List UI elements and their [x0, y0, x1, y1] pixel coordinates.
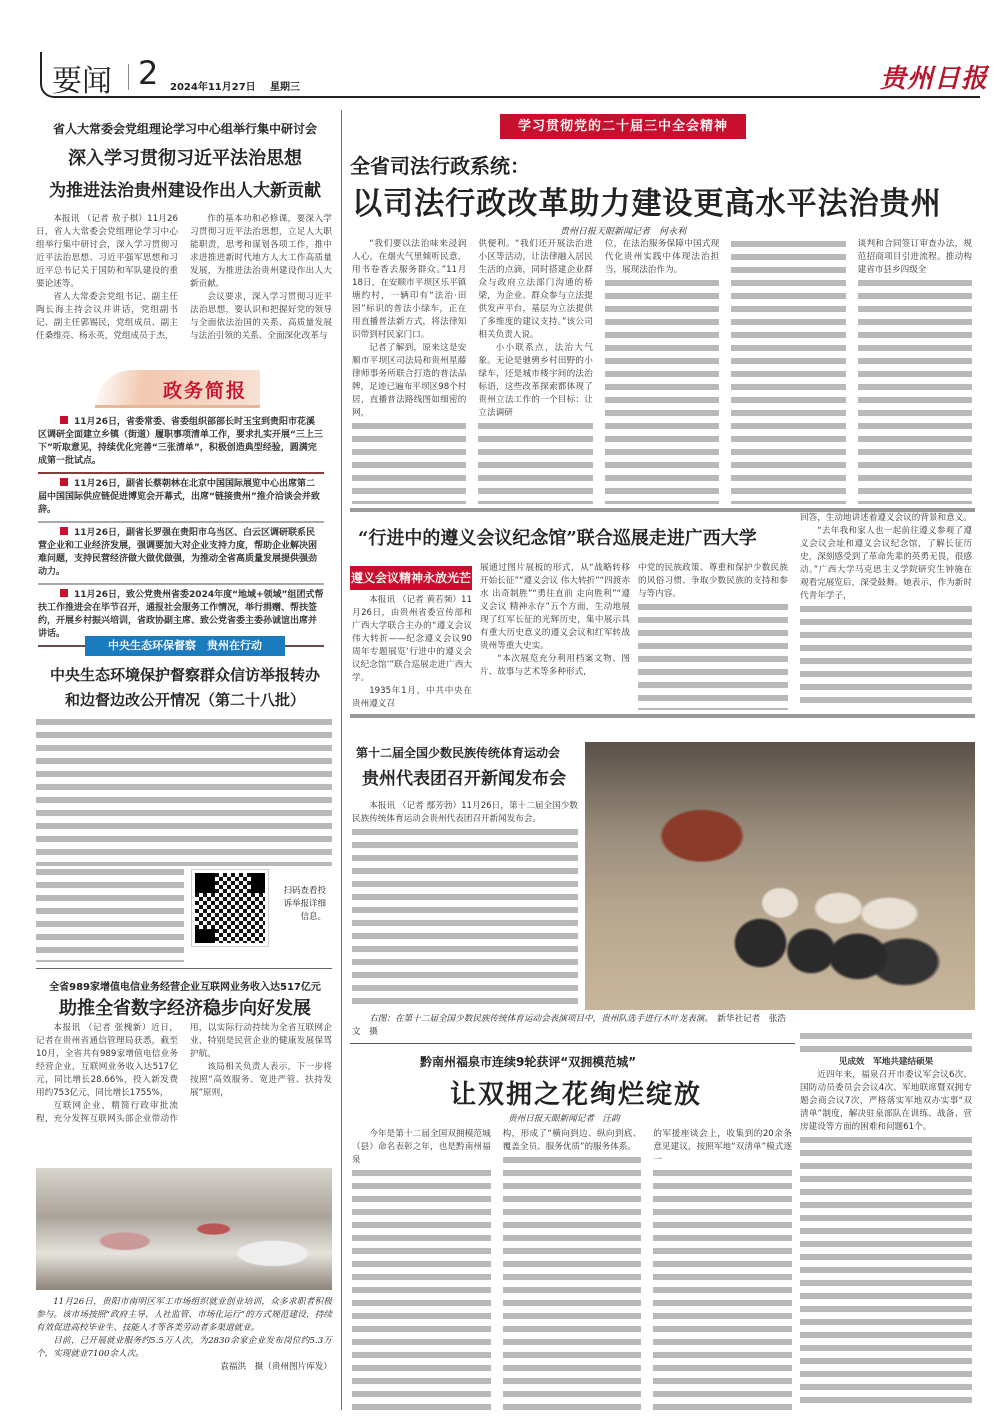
paragraph: 的军援座谈会上，收集到的20余条意见建议，按照军地“双清单”模式逐一: [653, 1129, 793, 1165]
paragraph: 本报讯 （记者 鄢芳勃）11月26日，第十二届全国少数民族传统体育运动会贵州代表团召开新闻发布会。: [352, 801, 578, 824]
article1-kicker: 省人大常委会党组理论学习中心组举行集中研讨会: [52, 122, 317, 136]
job-fair-photo: [36, 1168, 332, 1290]
body-text-lines: [503, 1154, 642, 1410]
brief-item: 11月26日，副省长罗强在贵阳市乌当区、白云区调研联系民营企业和工业经济发展，强调要加大对企业支持力度，帮助企业解决困难问题，支持民营经济做大做优做强，为推动全省高质量发展提供强劲动力。: [38, 523, 324, 585]
digital-body: [36, 1022, 332, 1160]
body-column: [478, 238, 592, 504]
article4-headline: 贵州代表团召开新闻发布会: [362, 769, 566, 789]
paragraph: 小小联系点，法治大气象。无论是驰骋乡村田野的小绿车，还是城市楼宇间的法治标语，这些改革探索都体现了贵州立法工作的一个目标：让立法调研: [478, 343, 593, 418]
article5-side-column: [800, 1030, 972, 1410]
article5-subhead: 见成效 军地共建结硕果: [838, 1057, 934, 1067]
article2-byline: 贵州日报天眼新闻记者 何永利: [560, 227, 687, 237]
article4-body: [352, 800, 578, 1006]
paragraph: 记者了解到，原来这是安顺市平坝区司法局和贵州星藤律师事务所联合打造的普法品牌，足迹已遍布平坝区98个村居，直播普法路线图如细密的网，: [352, 343, 467, 418]
photo-caption: [36, 1296, 332, 1374]
paragraph: 作的基本功和必修课，要深入学习贯彻习近平法治思想，立足人大职能职责，思考和谋划各项工作，推中求进推进新时代地方人大工作高质量发展，为推进法治贵州建设作出人大新贡献。: [190, 214, 332, 289]
paragraph: “本次展览充分利用档案文物、图片、故事与艺术等多种形式，: [480, 654, 630, 677]
theme-banner: 学习贯彻党的二十届三中全会精神: [500, 114, 746, 139]
paragraph: 谈判和合同签订审查办法，规范招商项目引进流程。推动构建省市县乡四级全: [857, 239, 973, 275]
article5-kicker: 黔南州福泉市连续9轮获评“双拥模范城”: [420, 1055, 637, 1069]
body-text-lines: [800, 1030, 972, 1056]
bullet-square-icon: [60, 478, 68, 486]
brief-item: 11月26日，副省长蔡朝林在北京中国国际展览中心出席第二届中国国际供应链促进博览会开幕式，出席“链接贵州”推介洽谈会并致辞。: [38, 474, 324, 523]
body-column: [858, 238, 972, 504]
issue-date: 2024年11月27日: [170, 82, 256, 93]
newspaper-logo: 贵州日报: [880, 64, 989, 94]
eco-banner: 中央生态环保督察 贵州在行动: [85, 636, 285, 656]
article1-headline-2: 为推进法治贵州建设作出人大新贡献: [49, 181, 321, 201]
paragraph: “我们要以法治味来浸润人心，在烟火气里倾听民意，用书卷香去服务群众。”11月18日，在安顺市平坝区乐平镇塘约村，一辆印有“法治·田园”标识的普法小绿车，正在用直播普法新方式，将法律知识带到村民家门口。: [352, 239, 467, 340]
brief-item: 11月26日，致公党贵州省委2024年度“地域+领域”组团式帮扶工作推进会在毕节召开，通报社会服务工作情况，举行捐赠、帮扶签约，开展乡村振兴培训，省政协副主席、致公党省委主委孙诚谊出席并讲话。: [38, 585, 324, 647]
article3-body-col3: [638, 562, 788, 710]
paragraph: 省人大常委会党组书记、副主任陶长海主持会议并讲话，党组副书记、副主任郭锡民，党组成员、副主任桑维亮、杨永英，党组成员于杰，: [36, 292, 178, 341]
photo-credit: 袁福洪 摄（贵州图片库发）: [220, 1362, 332, 1372]
paragraph: 供便利。“我们还开展法治进小区等活动，让法律融入居民生活的点滴，同时搭建企业群众与政府立法部门沟通的桥梁，为企业、群众参与立法提供发声平台，基层为立法提供了多维度的建议支持。”该公司相关负责人说。: [478, 239, 593, 340]
body-text-lines: [731, 238, 845, 504]
article3-headline: “行进中的遵义会议纪念馆”联合巡展走进广西大学: [358, 528, 757, 549]
paragraph: 互联网企业，精简行政审批流程，充分发挥互联网头部企业带动作用，以实际行动持续为全省互联网企业，特别是民营企业的健康发展保驾护航。: [36, 1023, 332, 1124]
divider: [350, 1043, 795, 1044]
article5-byline: 贵州日报天眼新闻记者 汪韵: [508, 1114, 620, 1124]
eco-headline-2: 和边督边改公开情况（第二十八批）: [64, 691, 305, 709]
article3-body-col4: [800, 512, 972, 710]
divider: [36, 968, 332, 969]
briefs-list: [38, 412, 324, 647]
body-column: [503, 1128, 642, 1410]
body-text-lines: [605, 277, 719, 504]
dragon-dance-photo: [585, 742, 975, 1010]
article1-body: [36, 213, 332, 363]
paragraph: 近四年来，福泉召开市委议军会议6次、国防动员委员会会议4次、军地联席暨双拥专题会商会议7次，严格落实军地双办实事“双清单”制度，解决驻泉部队在训练、战备、营房建设等方面的困难和问题61个。: [800, 1070, 972, 1132]
photo-caption: [352, 1013, 792, 1039]
body-text-lines: [352, 826, 578, 1006]
body-column: [605, 238, 719, 504]
paragraph: 构，形成了“横向到边、纵向到底、覆盖全员、服务优质”的服务体系。: [502, 1129, 642, 1152]
photo-caption-text: 右图：在第十二届全国少数民族传统体育运动会表演项目中，贵州队选手进行木叶龙表演。: [369, 1014, 709, 1024]
article2-headline: 以司法行政改革助力建设更高水平法治贵州: [352, 186, 942, 222]
article2-body: [352, 238, 972, 504]
paragraph: 本报讯 （记者 张槐新）近日，记者在贵州省通信管理局获悉，截至10月，全省共有989家增值电信业务经营企业，互联网业务收入达517亿元，同比增长28.66%，投入新发费用约753亿元，同比增长1755%，: [36, 1023, 178, 1098]
paragraph: “去年我和家人也一起前往遵义参观了遵义会议会址和遵义会议纪念馆，了解长征历史，深刻感受到了革命先辈的英勇无畏，很感动。”广西大学马克思主义学院研究生钟施在观看完展览后，深受鼓舞。她表示，作为新时代青年学子，: [800, 526, 972, 601]
paragraph: 目前，已开展就业服务约5.5万人次，为2830余家企业发布岗位约5.3万个，实现就业7100余人次。: [36, 1336, 332, 1359]
brief-item: 11月26日，省委常委、省委组织部部长时玉宝到贵阳市花溪区调研全面建立乡镇（街道）履职事项清单工作，要求扎实开展“三上三下”听取意见，持续优化完善“三张清单”，积极创造典型经验，圆满完成第一批试点。: [38, 412, 324, 474]
divider: [128, 64, 129, 90]
body-text-lines: [653, 1167, 792, 1410]
paragraph: 本报讯 （记者 黄若频）11月26日，由贵州省委宣传部和广西大学联合主办的“遵义会议 伟大转折——纪念遵义会议90周年专题展览‘行进中的遵义会议纪念馆’”联合巡展走进广西大学。: [352, 595, 472, 683]
qr-caption: 扫码查看投诉举报详细信息。: [283, 886, 326, 922]
paragraph: [352, 1013, 792, 1039]
eco-body-lower: [36, 866, 184, 962]
digital-headline: 助推全省数字经济稳步向好发展: [59, 998, 311, 1019]
article5-headline: 让双拥之花绚烂绽放: [450, 1080, 703, 1110]
bullet-square-icon: [60, 416, 68, 424]
body-column: [653, 1128, 792, 1410]
masthead: [40, 52, 989, 99]
paragraph: 中党的民族政策、尊重和保护少数民族的风俗习惯、争取少数民族的支持和参与等内容。: [638, 563, 788, 599]
body-text-lines: [36, 716, 332, 866]
eco-body: [36, 716, 332, 866]
paragraph: 1935年1月，中共中央在贵州遵义召: [352, 686, 472, 709]
paragraph: 位，在法治服务保障中国式现代化贵州实践中体现法治担当，展现法治作为。: [604, 239, 720, 275]
weekday: 星期三: [270, 82, 300, 93]
paragraph: 11月26日，贵阳市南明区军工市场组织就业创业培训，众多求职者积极参与。该市场按照“政府主导、人社监管、市场化运行”的方式规范建设，持续有效促进高校毕业生、技能人才等各类劳动者多渠道就业。: [36, 1297, 332, 1333]
qr-code[interactable]: [192, 870, 268, 946]
eco-headline-1: 中央生态环境保护督察群众信访举报转办: [49, 666, 320, 684]
briefs-title: 政务简报: [163, 380, 248, 402]
body-text-lines: [800, 1134, 972, 1410]
page-number: 2: [138, 54, 159, 92]
body-text-lines: [352, 420, 466, 504]
paragraph: 该局相关负责人表示，下一步将按照“高效服务、宽进严管、扶持发展”原则，: [190, 1062, 332, 1098]
body-text-lines: [858, 277, 972, 504]
body-text-lines: [638, 601, 788, 710]
divider: [350, 714, 975, 718]
paragraph: 本报讯 （记者 敖子棋）11月26日，省人大常委会党组理论学习中心组举行集中研讨会，深入学习贯彻习近平法治思想、习近平强军思想和习近平总书记关于国防和军队建设的重要论述等。: [36, 214, 178, 289]
body-text-lines: [478, 420, 592, 504]
body-text-lines: [352, 1167, 491, 1410]
paragraph: 今年是第十二届全国双拥模范城（县）命名表彰之年，也是黔南州福泉: [352, 1129, 491, 1165]
article5-body: [352, 1128, 792, 1410]
photo-credit: 新华社记者 张浩文 摄: [352, 1014, 787, 1037]
bullet-square-icon: [60, 589, 68, 597]
article3-body-col1: [352, 594, 472, 710]
body-column: [352, 1128, 491, 1410]
article4-kicker: 第十二届全国少数民族传统体育运动会: [356, 746, 561, 760]
column-divider: [341, 110, 342, 1410]
briefs-banner: [95, 370, 260, 408]
bullet-square-icon: [60, 527, 68, 535]
paragraph: 回答，生动地讲述着遵义会议的背景和意义。: [800, 513, 972, 523]
article3-label: 遵义会议精神永放光芒: [350, 566, 472, 590]
article1-headline-1: 深入学习贯彻习近平法治思想: [68, 148, 302, 169]
digital-kicker: 全省989家增值电信业务经营企业互联网业务收入达517亿元: [49, 982, 321, 993]
section-name: 要闻: [52, 64, 112, 99]
article3-body-col2: [480, 562, 630, 710]
body-column: [352, 238, 466, 504]
body-text-lines: [800, 603, 972, 710]
paragraph: 会议要求，深入学习贯彻习近平法治思想，要认识和把握好党的领导与全面依法治国的关系、高质量发展与法治引领的关系、全面深化改革与: [190, 292, 332, 341]
body-text-lines: [36, 866, 184, 962]
paragraph: 展通过图片展板的形式，从“战略转移 开始长征”“遵义会议 伟大转折”“四渡赤水 出奇制胜”“勇往直前 走向胜利”“遵义会议 精神永存”五个方面，生动地展现了红军长征的光辉历史，集中展示具有重大历史意义的遵义会议和红军转战贵州等重大史实。: [480, 563, 630, 651]
article2-kicker: 全省司法行政系统：: [350, 154, 530, 178]
body-column: [731, 238, 845, 504]
